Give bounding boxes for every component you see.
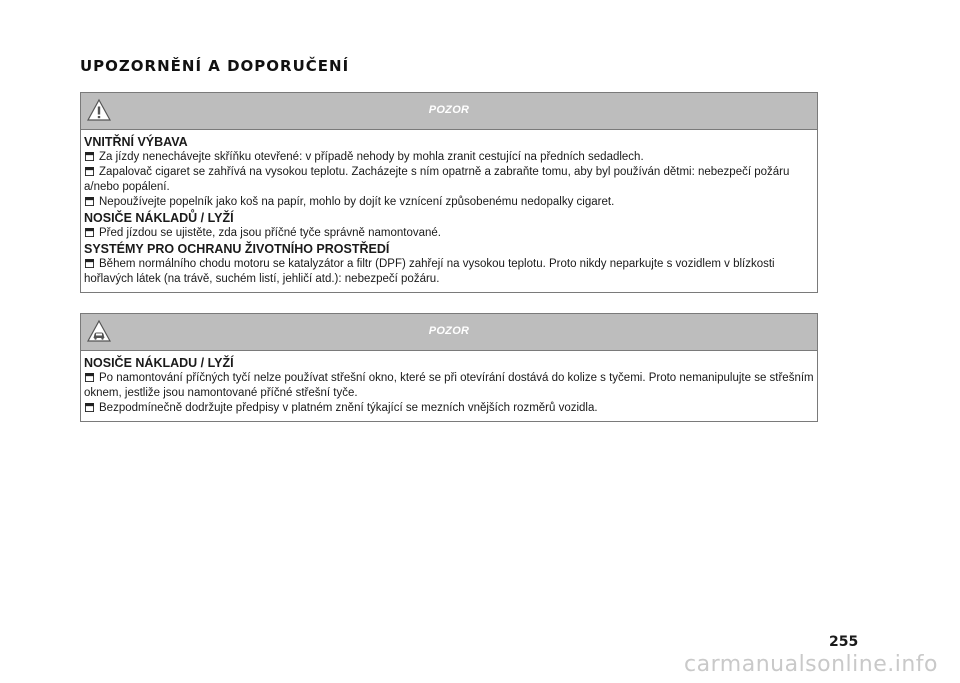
list-item-text: Nepoužívejte popelník jako koš na papír, mohlo by dojít ke vznícení způsobenému nedopalky cigaret. [99, 196, 615, 208]
section-title: VNITŘNÍ VÝBAVA [84, 135, 188, 149]
page-heading: UPOZORNĚNÍ A DOPORUČENÍ [80, 57, 350, 75]
book-icon [85, 373, 94, 382]
list-item-text: Bezpodmínečně dodržujte předpisy v platném znění týkající se mezních vnějších rozměrů vozidla. [99, 402, 598, 414]
list-item [84, 165, 814, 195]
warning-box-title: POZOR [428, 325, 470, 337]
warning-box-title: POZOR [428, 104, 470, 116]
book-icon [85, 403, 94, 412]
list-item [84, 226, 814, 241]
book-icon [85, 167, 94, 176]
book-icon [85, 197, 94, 206]
warning-box-header [81, 93, 817, 130]
warning-box-interior [80, 92, 818, 293]
warning-box-body [81, 130, 817, 292]
warning-box-body [81, 351, 817, 421]
page-number: 255 [829, 634, 859, 650]
book-icon [85, 152, 94, 161]
list-item [84, 257, 814, 287]
list-item-text: Zapalovač cigaret se zahřívá na vysokou teplotu. Zacházejte s ním opatrně a zabraňte tomu, aby byl používán dětmi: nebezpečí požáru a/nebo popálení. [84, 166, 790, 193]
list-item [84, 150, 814, 165]
section-title: NOSIČE NÁKLADŮ / LYŽÍ [84, 211, 234, 225]
list-item-text: Po namontování příčných tyčí nelze používat střešní okno, které se při otevírání dostává do kolize s tyčemi. Proto nemanipulujte se střešním oknem, jestliže jsou namontované příčné střešní tyče. [84, 372, 814, 399]
list-item-text: Během normálního chodu motoru se katalyzátor a filtr (DPF) zahřejí na vysokou teplotu. Proto nikdy neparkujte s vozidlem v blízkosti hořlavých látek (na trávě, suchém listí, jehličí atd.): nebezpečí požáru. [84, 258, 775, 285]
list-item [84, 195, 814, 210]
section-title: NOSIČE NÁKLADU / LYŽÍ [84, 356, 234, 370]
list-item-text: Za jízdy nenechávejte skříňku otevřené: v případě nehody by mohla zranit cestující na předních sedadlech. [99, 151, 644, 163]
watermark: carmanualsonline.info [684, 652, 938, 677]
list-item [84, 371, 814, 401]
section-title: SYSTÉMY PRO OCHRANU ŽIVOTNÍHO PROSTŘEDÍ [84, 242, 390, 256]
warning-box-header [81, 314, 817, 351]
warning-box-carriers [80, 313, 818, 422]
list-item [84, 401, 814, 416]
book-icon [85, 228, 94, 237]
list-item-text: Před jízdou se ujistěte, zda jsou příčné tyče správně namontované. [99, 227, 442, 239]
book-icon [85, 259, 94, 268]
